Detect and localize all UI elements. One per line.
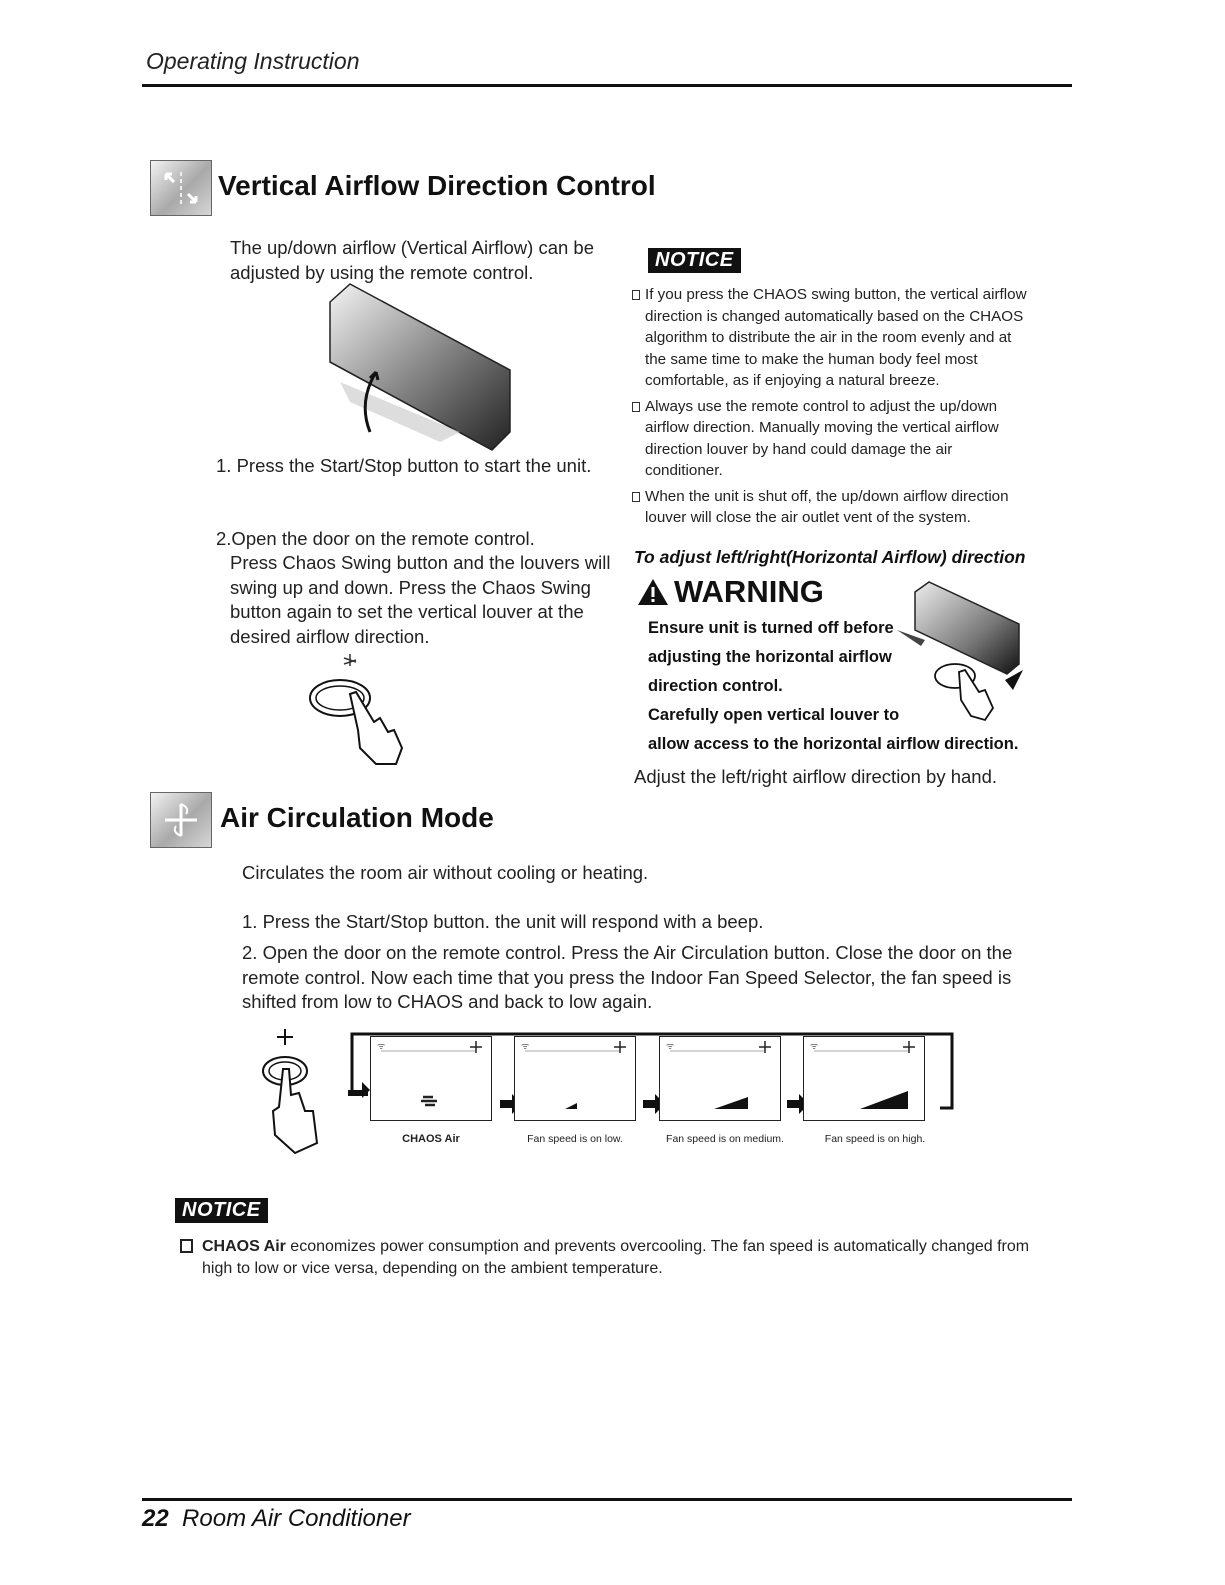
hand-pressing-chaos-swing-button-icon (300, 652, 420, 767)
warning-line: allow access to the horizontal airflow direction. (648, 735, 1019, 753)
svg-text:ᯤ: ᯤ (521, 1042, 530, 1052)
warning-line: direction control. (648, 677, 783, 695)
air-circulation-title: Air Circulation Mode (220, 802, 494, 833)
warning-line: Ensure unit is turned off before (648, 619, 894, 637)
warning-title: WARNING (674, 574, 824, 609)
ac-unit-horizontal-illustration (895, 580, 1025, 730)
horizontal-adjust-text: Adjust the left/right airflow direction by hand. (634, 766, 997, 787)
caption-fan-high: Fan speed is on high. (824, 1133, 926, 1145)
vertical-airflow-title: Vertical Airflow Direction Control (218, 170, 656, 201)
vertical-intro: The up/down airflow (Vertical Airflow) can be adjusted by using the remote control. (230, 237, 595, 283)
page-number: 22 (142, 1505, 169, 1532)
air-circulation-mode-icon (150, 792, 212, 848)
notice-item-text: Always use the remote control to adjust the up/down airflow direction. Manually moving the vertical airflow direction louver by hand could damage the air conditioner. (645, 397, 999, 479)
footer-rule (142, 1498, 1072, 1501)
notice-bottom-body: economizes power consumption and prevents overcooling. The fan speed is automatically changed from high to low or vice versa, depending on the ambient temperature. (202, 1238, 1030, 1277)
notice-badge-top: NOTICE (648, 248, 741, 273)
display-panel-fan-high (803, 1036, 925, 1121)
footer (142, 1505, 411, 1533)
display-panel-fan-low (514, 1036, 636, 1121)
display-panel-fan-medium (659, 1036, 781, 1121)
svg-text:ᯤ: ᯤ (810, 1042, 819, 1052)
caption-fan-medium: Fan speed is on medium. (666, 1133, 784, 1145)
caption-chaos-air: CHAOS Air (402, 1133, 460, 1145)
ac-unit-vertical-illustration (310, 282, 520, 452)
svg-text:ᯤ: ᯤ (666, 1042, 675, 1052)
footer-title: Room Air Conditioner (182, 1505, 411, 1532)
notice-item-text: If you press the CHAOS swing button, the vertical airflow direction is changed automatically based on the CHAOS algorithm to distribute the air in the room evenly and at the same time to make the human body feel most comfortable, as if enjoying a natural breeze. (645, 286, 1027, 389)
vertical-step1: 1. Press the Start/Stop button to start the unit. (216, 455, 592, 476)
hand-pressing-air-circulation-button-icon (255, 1025, 335, 1155)
vertical-airflow-icon (150, 160, 212, 216)
warning-line: adjusting the horizontal airflow (648, 648, 892, 666)
display-panel-chaos-air (370, 1036, 492, 1121)
header-title: Operating Instruction (146, 48, 360, 74)
svg-text:ᯤ: ᯤ (377, 1042, 386, 1052)
notice-list-top (632, 284, 1027, 529)
notice-item (632, 396, 1027, 482)
notice-badge-bottom: NOTICE (175, 1198, 268, 1223)
vertical-step2-line2: Press Chaos Swing button and the louvers will swing up and down. Press the Chaos Swing button again to set the vertical louver at the desired airflow direction. (230, 552, 611, 647)
warning-header (636, 574, 824, 610)
caption-fan-low: Fan speed is on low. (527, 1133, 623, 1145)
checkbox-icon (180, 1239, 193, 1253)
vertical-step2-line1: 2.Open the door on the remote control. (216, 528, 535, 549)
warning-triangle-icon (636, 577, 670, 607)
air-circulation-step2: 2. Open the door on the remote control. Press the Air Circulation button. Close the door on the remote control. Now each time that you press the Indoor Fan Speed Selector, the fan speed is shifted from low to CHAOS and back to low again. (242, 942, 1013, 1012)
horizontal-heading: To adjust left/right(Horizontal Airflow) direction (634, 547, 1026, 567)
notice-bottom-text (180, 1236, 1052, 1280)
notice-bottom-bold: CHAOS Air (202, 1238, 286, 1255)
warning-line: Carefully open vertical louver to (648, 706, 900, 724)
notice-item (632, 284, 1027, 392)
air-circulation-step1: 1. Press the Start/Stop button. the unit will respond with a beep. (242, 911, 764, 932)
notice-item (632, 486, 1027, 529)
notice-item-text: When the unit is shut off, the up/down airflow direction louver will close the air outlet vent of the system. (645, 487, 1009, 526)
air-circulation-intro: Circulates the room air without cooling or heating. (242, 862, 649, 883)
header-rule (142, 84, 1072, 87)
